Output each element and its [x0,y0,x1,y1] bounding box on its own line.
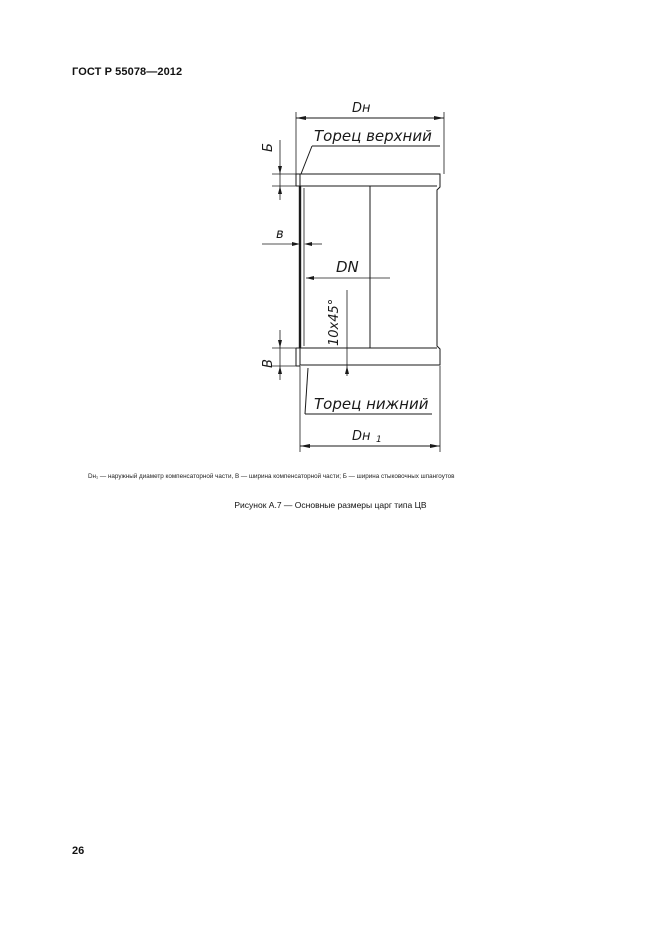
label-dim-b-upper: Б [261,143,276,152]
label-bottom-face: Торец нижний [314,395,429,413]
label-dn: DN [336,258,359,276]
label-dim-b-lower: В [261,359,276,368]
label-chamfer: 10x45° [327,298,342,346]
label-dn-top: Dн [352,101,371,116]
page-number: 26 [72,845,85,857]
label-dn1-sub: 1 [376,435,382,445]
label-top-face: Торец верхний [314,127,432,145]
label-dim-v: в [276,227,284,242]
label-dn1: Dн [352,429,371,444]
figure-note: Dн₁ — наружный диаметр компенсаторной части, В — ширина компенсаторной части; Б — ширина стыковочных шпангоутов [88,473,455,480]
figure-caption: Рисунок А.7 — Основные размеры царг типа ЦВ [234,500,427,510]
document-header: ГОСТ Р 55078—2012 [72,66,183,78]
